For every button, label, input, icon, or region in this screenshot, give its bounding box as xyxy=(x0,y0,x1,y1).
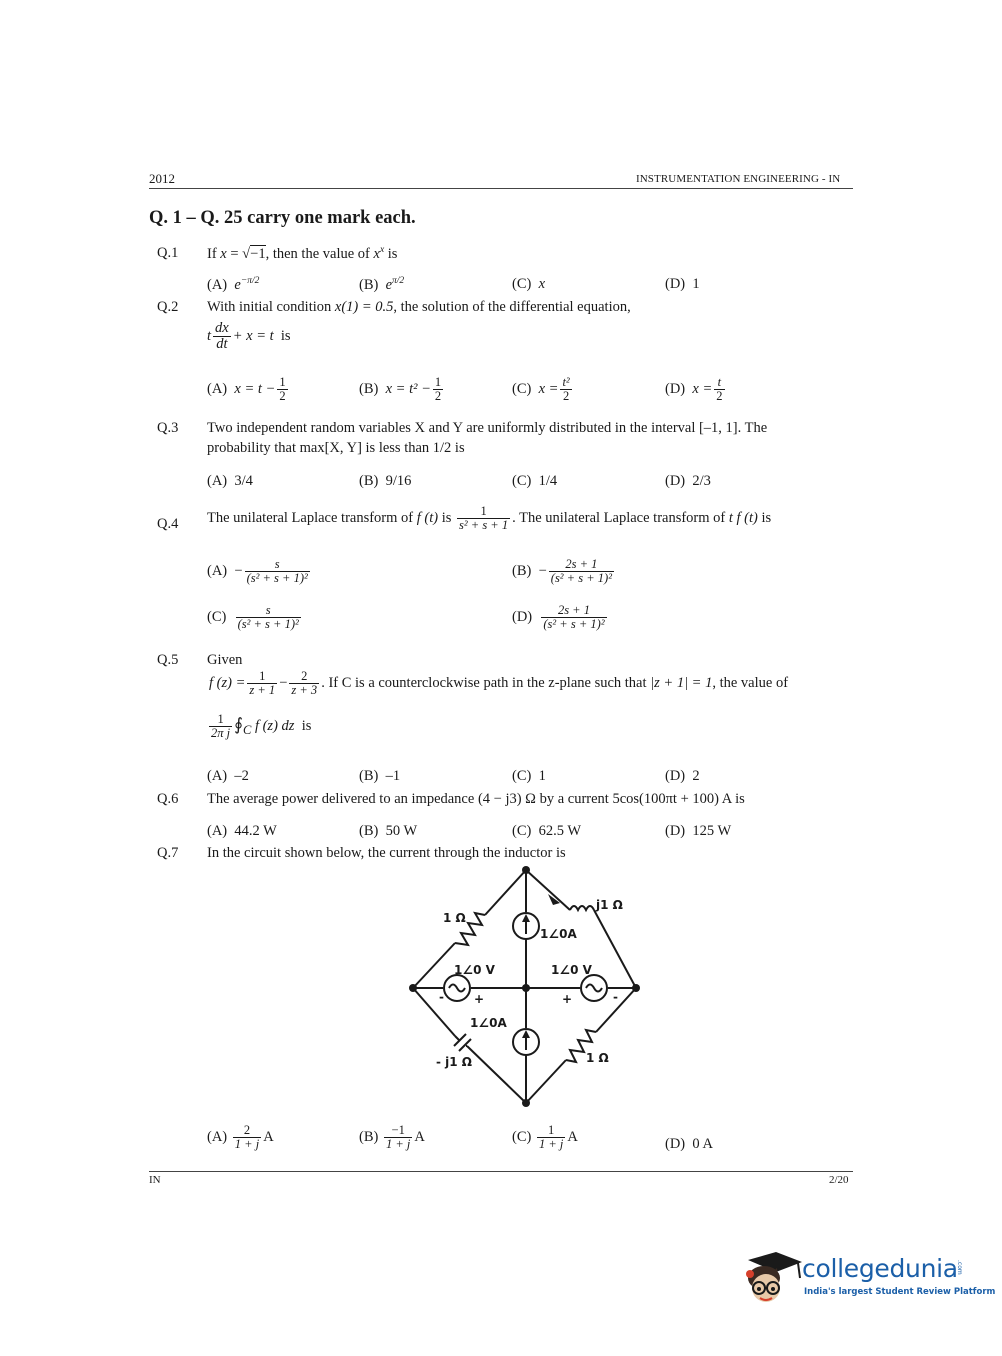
option-b: (B) 9/16 xyxy=(359,473,412,489)
option-d: (D) 2/3 xyxy=(665,473,711,489)
node xyxy=(409,984,417,992)
wire-bottom-right-b xyxy=(526,1060,566,1103)
wire-top-right xyxy=(526,870,570,910)
collegedunia-logo[interactable] xyxy=(742,1248,996,1318)
question-text: The average power delivered to an impedance (4 − j3) Ω by a current 5cos(100πt + 100) A is xyxy=(207,791,745,807)
option-d: (D) 0 A xyxy=(665,1136,713,1152)
option-b: (B) x = t² − $\frac{1}{2}$ xyxy=(359,375,442,404)
question-number: Q.4 xyxy=(157,516,179,532)
page-number: 2/20 xyxy=(829,1174,849,1186)
label-r-left: 1 Ω xyxy=(443,911,466,925)
option-d: (D) 2 xyxy=(665,768,700,784)
arrow-up-icon xyxy=(522,1030,530,1038)
label-r-bottom: 1 Ω xyxy=(586,1051,609,1065)
option-c: (C) x xyxy=(512,276,546,292)
option-a: (A) $\frac{2}{1 + j}$ A xyxy=(207,1123,274,1152)
option-a: (A) $e^{-\pi/2}$ xyxy=(207,276,260,293)
wire-top-left xyxy=(485,870,526,915)
option-a: (A) x = t − $\frac{1}{2}$ xyxy=(207,375,286,404)
question-number: Q.1 xyxy=(157,245,179,261)
option-d: (D) x = $\frac{t}{2}$ xyxy=(665,375,723,404)
option-b: (B) –1 xyxy=(359,768,401,784)
label-src-bottom: 1∠0A xyxy=(470,1016,507,1030)
label-minus-left: - xyxy=(439,990,444,1004)
footer-rule xyxy=(149,1171,853,1172)
option-d: (D) 125 W xyxy=(665,823,732,839)
option-a: (A) –2 xyxy=(207,768,249,784)
logo-tld: .com xyxy=(956,1260,963,1275)
option-d: (D) 1 xyxy=(665,276,700,292)
wire-left xyxy=(413,943,455,988)
option-a: (A) 3/4 xyxy=(207,473,253,489)
label-plus-left: + xyxy=(474,992,485,1006)
integral-expression: $\frac{1}{\text{2π j}}$ $∮_C$ f (z) dz is xyxy=(211,712,312,741)
function-definition: f (z) = $\frac{1}{z + 1}$ − $\frac{2}{z + 3}$ . If C is a counterclockwise path in the z-plane such that |z + 1| = 1, the value of xyxy=(209,669,789,698)
label-v-left: 1∠0 V xyxy=(454,963,495,977)
footer-code: IN xyxy=(149,1174,161,1186)
section-title: Q. 1 – Q. 25 carry one mark each. xyxy=(149,208,416,228)
question-text-line2: probability that max[X, Y] is less than 1/2 is xyxy=(207,440,465,456)
question-text-line1: Two independent random variables X and Y are uniformly distributed in the interval [–1, 1]. The xyxy=(207,420,768,436)
label-src-top: 1∠0A xyxy=(540,927,577,941)
option-c: (C) x = $\frac{\text{t²}}{2}$ xyxy=(512,375,570,404)
option-b: (B) − $\frac{2s + 1}{\text{(s² + s + 1)²}}$ xyxy=(512,557,612,586)
option-c: (C) $\frac{s}{\text{(s² + s + 1)²}}$ xyxy=(207,603,299,632)
option-c: (C) $\frac{1}{1 + j}$ A xyxy=(512,1123,578,1152)
question-text: If x = √−1, then the value of $x^x$ is xyxy=(207,245,398,262)
option-d: (D) $\frac{2s + 1}{\text{(s² + s + 1)²}}$ xyxy=(512,603,605,632)
option-b: (B) 50 W xyxy=(359,823,418,839)
node xyxy=(522,984,530,992)
question-text: The unilateral Laplace transform of f (t) is $\frac{1}{\text{s² + s + 1}}$ . The unilateral Laplace transform of t f (t) is xyxy=(207,504,772,533)
label-minus-right: - xyxy=(613,990,618,1004)
question-number: Q.2 xyxy=(157,299,179,315)
node xyxy=(522,1099,530,1107)
label-plus-right: + xyxy=(562,992,573,1006)
inductor-top xyxy=(570,906,594,910)
logo-wordmark: collegedunia xyxy=(802,1254,958,1283)
header-rule xyxy=(149,188,853,189)
node xyxy=(632,984,640,992)
option-a: (A) − $\frac{s}{\text{(s² + s + 1)²}}$ xyxy=(207,557,308,586)
option-b: (B) $\frac{-1}{1 + j}$ A xyxy=(359,1123,425,1152)
arrow-up-icon xyxy=(522,914,530,922)
option-b: (B) $e^{\pi/2}$ xyxy=(359,276,405,293)
question-text: In the circuit shown below, the current through the inductor is xyxy=(207,845,566,861)
question-text: With initial condition x(1) = 0.5, the solution of the differential equation, xyxy=(207,299,631,315)
wire-bottom-left-a xyxy=(413,988,455,1036)
option-c: (C) 1 xyxy=(512,768,546,784)
question-number: Q.7 xyxy=(157,845,179,861)
given-label: Given xyxy=(207,652,243,668)
label-l-top: j1 Ω xyxy=(596,898,623,912)
wire-bottom-left-b xyxy=(467,1046,526,1103)
question-number: Q.3 xyxy=(157,420,179,436)
exam-subject: INSTRUMENTATION ENGINEERING - IN xyxy=(636,173,841,185)
node xyxy=(522,866,530,874)
logo-tagline: India's largest Student Review Platform xyxy=(804,1287,996,1297)
exam-year: 2012 xyxy=(149,171,175,186)
question-number: Q.6 xyxy=(157,791,179,807)
option-c: (C) 1/4 xyxy=(512,473,558,489)
mascot-icon xyxy=(742,1248,804,1312)
option-c: (C) 62.5 W xyxy=(512,823,582,839)
differential-equation: t $\frac{dx}{dt}$ + x = t is xyxy=(207,320,291,353)
circuit-diagram xyxy=(400,858,660,1118)
option-a: (A) 44.2 W xyxy=(207,823,277,839)
label-v-right: 1∠0 V xyxy=(551,963,592,977)
question-number: Q.5 xyxy=(157,652,179,668)
label-c-bottom: - j1 Ω xyxy=(436,1055,472,1069)
